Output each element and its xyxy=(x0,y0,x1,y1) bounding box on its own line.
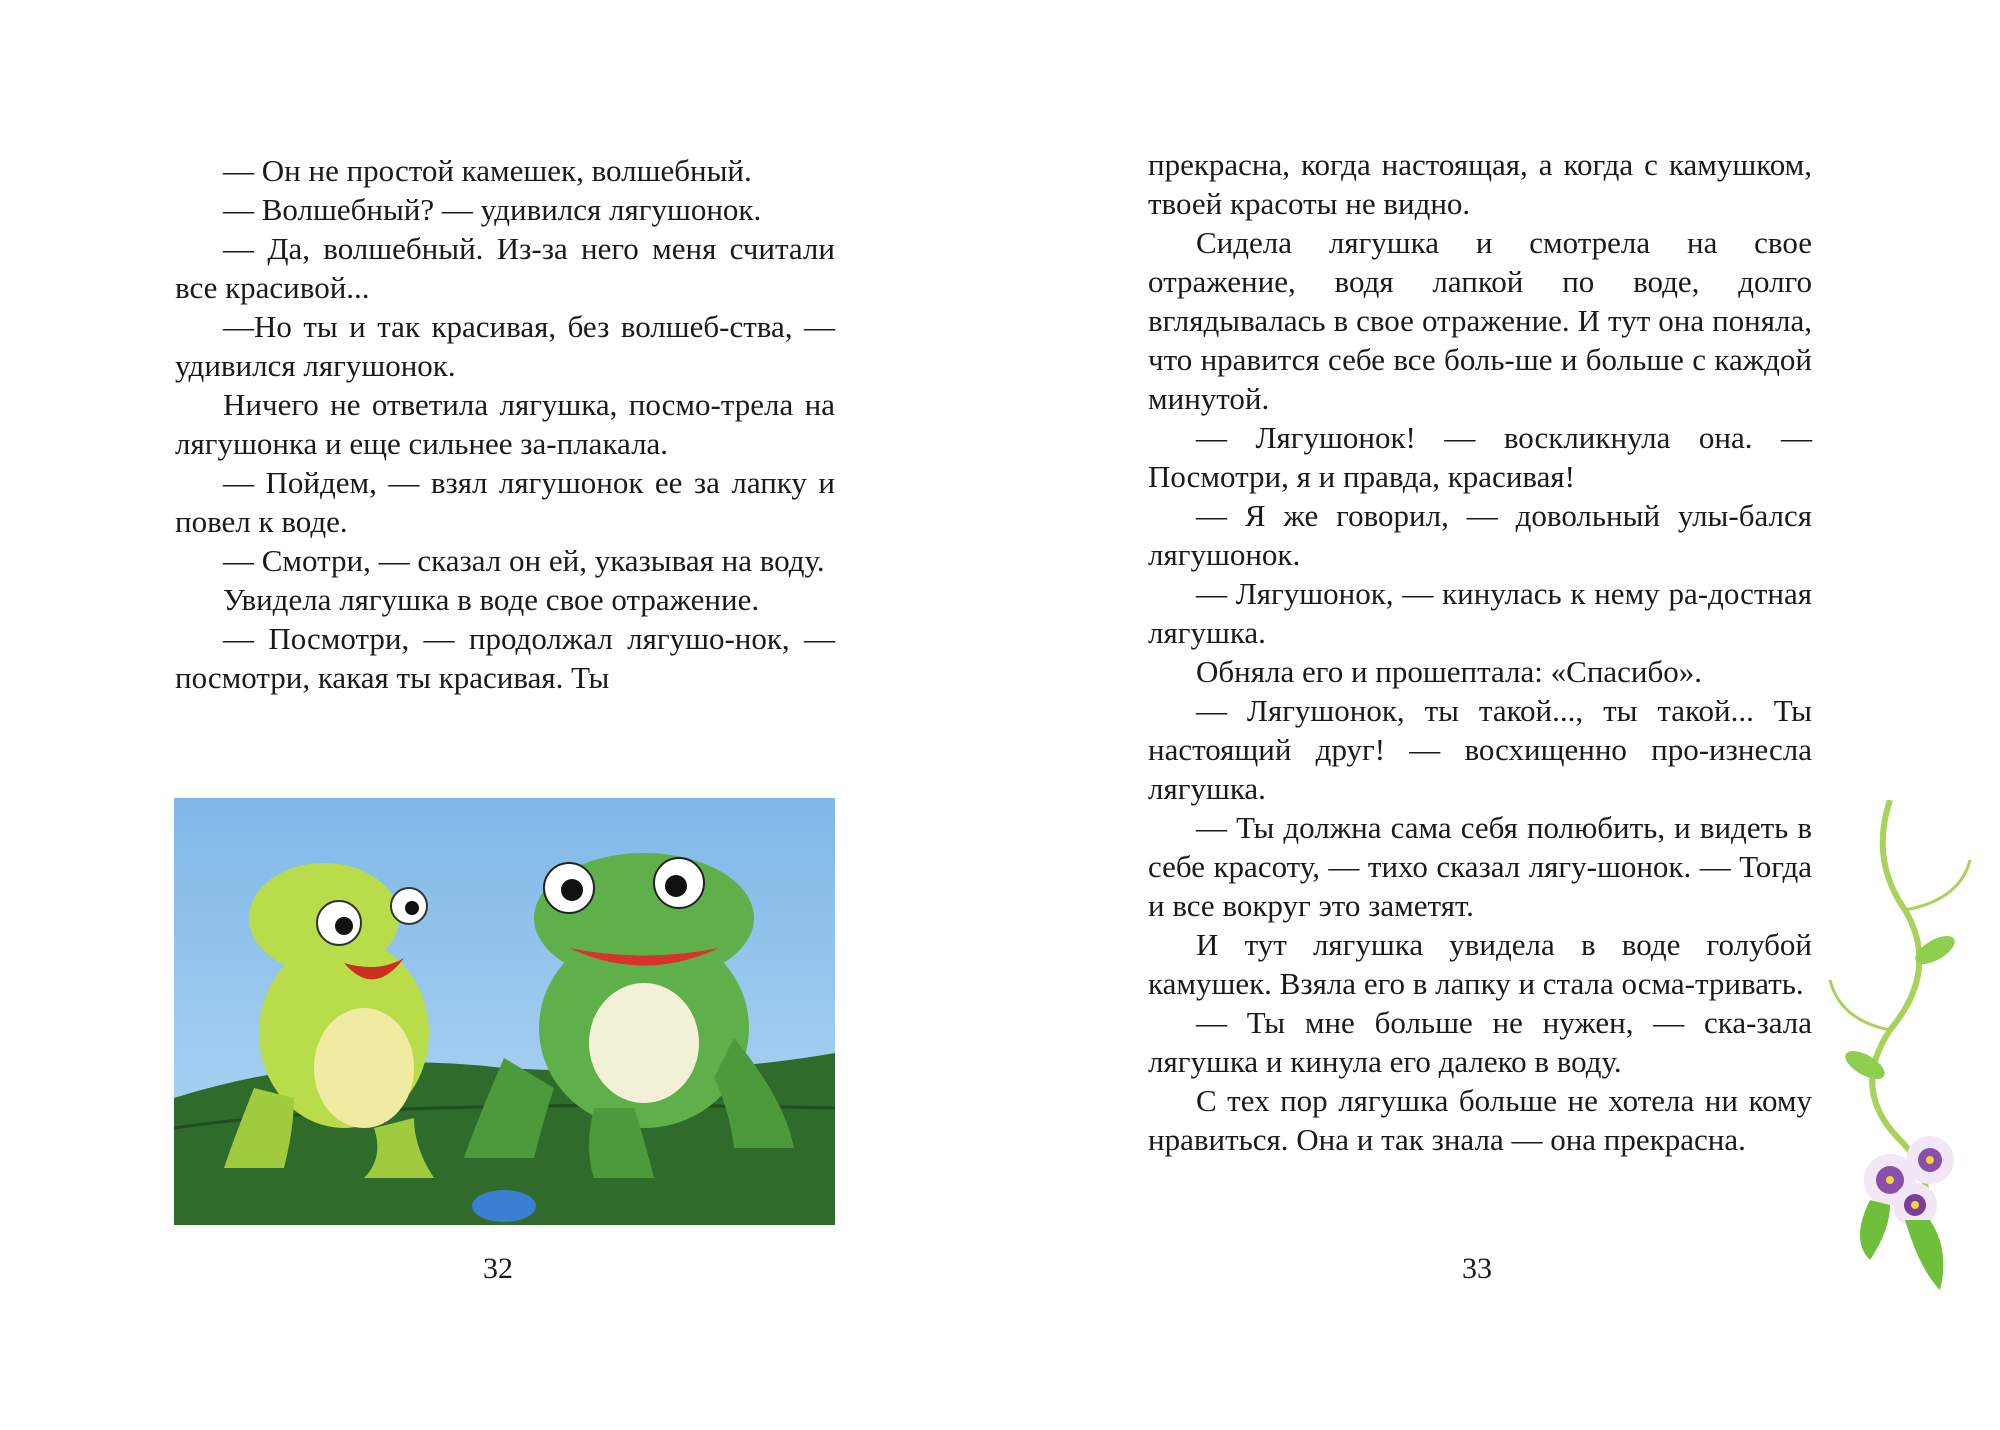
paragraph: — Волшебный? — удивился лягушонок. xyxy=(223,192,762,227)
page-number-right: 33 xyxy=(1462,1252,1492,1285)
page-number-left: 32 xyxy=(483,1252,513,1285)
paragraph: Обняла его и прошептала: «Спасибо». xyxy=(1196,654,1703,689)
paragraph: — Ты должна сама себя полюбить, и видеть в себе красоту, — тихо сказал лягу-шонок. — Тогда и все вокруг это заметят. xyxy=(1148,810,1812,923)
paragraph: — Пойдем, — взял лягушонок ее за лапку и повел к воде. xyxy=(175,465,835,539)
right-page-text xyxy=(1148,145,1812,1159)
frogs-illustration xyxy=(174,798,835,1225)
paragraph: — Лягушонок, ты такой..., ты такой... Ты настоящий друг! — восхищенно про-изнесла лягушка. xyxy=(1148,693,1812,806)
paragraph: — Лягушонок, — кинулась к нему ра-достная лягушка. xyxy=(1148,576,1812,650)
paragraph: — Лягушонок! — воскликнула она. — Посмотри, я и правда, красивая! xyxy=(1148,420,1812,494)
paragraph: — Я же говорил, — довольный улы-бался лягушонок. xyxy=(1148,498,1812,572)
paragraph: — Ты мне больше не нужен, — ска-зала лягушка и кинула его далеко в воду. xyxy=(1148,1005,1812,1079)
right-page xyxy=(1000,0,2000,1430)
paragraph: — Смотри, — сказал он ей, указывая на воду. xyxy=(223,543,825,578)
left-page-text xyxy=(175,151,835,697)
paragraph: И тут лягушка увидела в воде голубой камушек. Взяла его в лапку и стала осма-тривать. xyxy=(1148,927,1812,1001)
violet-flowers xyxy=(1860,1136,1954,1290)
paragraph: Ничего не ответила лягушка, посмо-трела на лягушонка и еще сильнее за-плакала. xyxy=(175,387,835,461)
paragraph: — Посмотри, — продолжал лягушо-нок, — посмотри, какая ты красивая. Ты xyxy=(175,621,835,695)
blue-stone xyxy=(472,1190,536,1222)
vine-ornament xyxy=(1810,800,2000,1300)
paragraph: Увидела лягушка в воде свое отражение. xyxy=(223,582,760,617)
paragraph: С тех пор лягушка больше не хотела ни кому нравиться. Она и так знала — она прекрасна. xyxy=(1148,1083,1812,1157)
paragraph: —Но ты и так красивая, без волшеб-ства, — удивился лягушонок. xyxy=(175,309,835,383)
paragraph: — Да, волшебный. Из-за него меня считали все красивой... xyxy=(175,231,835,305)
paragraph: Сидела лягушка и смотрела на свое отражение, водя лапкой по воде, долго вглядывалась в свое отражение. И тут она поняла, что нравится себе все боль-ше и больше с каждой минутой. xyxy=(1148,225,1812,416)
paragraph: прекрасна, когда настоящая, а когда с камушком, твоей красоты не видно. xyxy=(1148,147,1812,221)
paragraph: — Он не простой камешек, волшебный. xyxy=(223,153,752,188)
